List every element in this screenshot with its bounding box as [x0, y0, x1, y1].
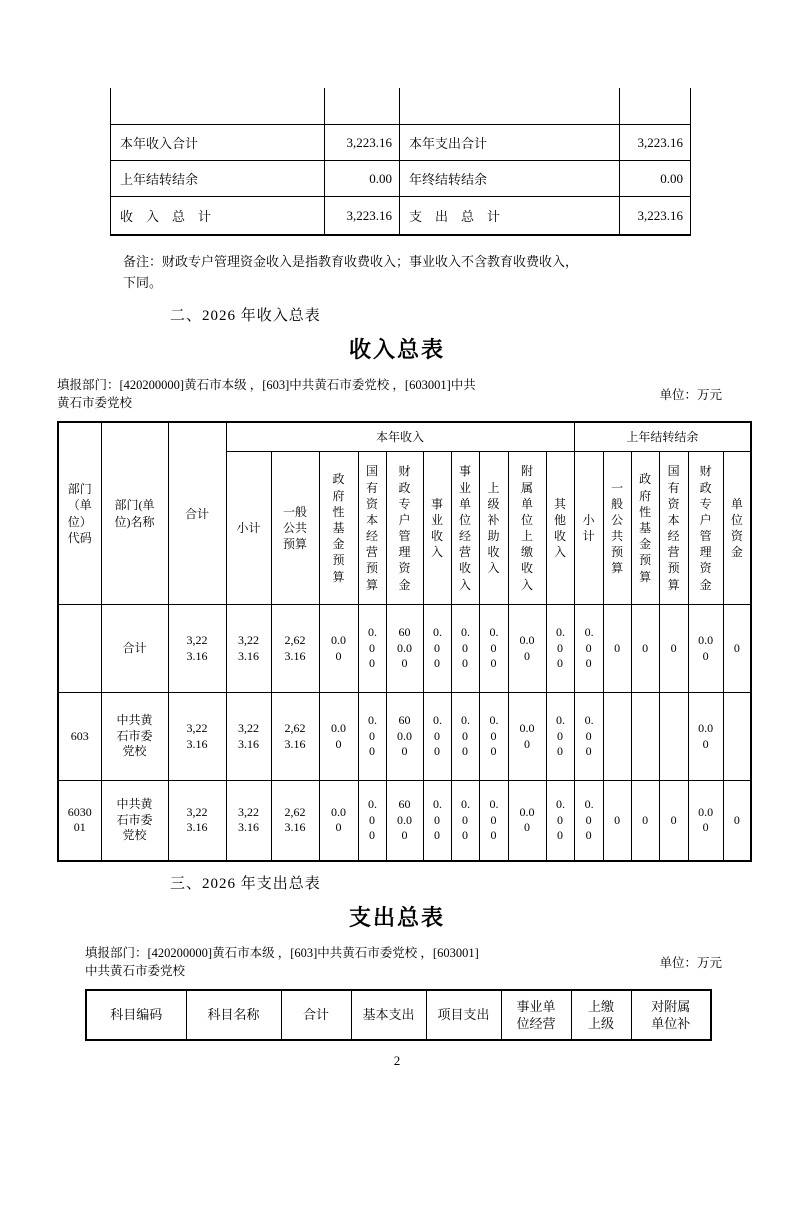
- income-department-line: 填报部门：[420200000]黄石市本级 ，[603]中共黄石市委党校 ，[603001]中共黄石市委党校: [57, 377, 476, 411]
- income-cell: 600.00: [386, 781, 423, 861]
- income-cell: 600.00: [386, 693, 423, 781]
- column-header-subject-name: 科目名称: [186, 990, 281, 1040]
- income-cell: 0.00: [546, 693, 574, 781]
- income-cell: 3,223.16: [168, 693, 226, 781]
- income-header-group-row: [58, 422, 751, 452]
- column-header-carryover-fiscal-special: 财政专户管理资金: [688, 452, 723, 605]
- income-cell: [723, 693, 751, 781]
- income-cell: 0.00: [479, 693, 508, 781]
- income-cell: 0.00: [451, 693, 479, 781]
- income-cell: [58, 605, 101, 693]
- income-cell: 中共黄石市委党校: [101, 693, 168, 781]
- income-row: [58, 693, 751, 781]
- summary-value-cell: 3,223.16: [620, 197, 691, 236]
- income-cell: 0.00: [546, 781, 574, 861]
- column-header-carryover-state-capital: 国有资本经营预算: [659, 452, 688, 605]
- expense-header-row: [86, 990, 711, 1040]
- income-cell: 0: [659, 781, 688, 861]
- income-cell: 0.00: [574, 693, 603, 781]
- column-header-unit-funds: 单位资金: [723, 452, 751, 605]
- income-cell: 0.00: [423, 605, 451, 693]
- income-cell: 0.00: [574, 781, 603, 861]
- summary-label-cell: [111, 88, 325, 125]
- income-cell: 3,223.16: [226, 605, 271, 693]
- income-cell: [603, 693, 631, 781]
- column-header-gov-fund-budget: 政府性基金预算: [319, 452, 358, 605]
- income-cell: 0.00: [574, 605, 603, 693]
- column-header-remit-superior: 上缴上级: [571, 990, 631, 1040]
- column-header-total: 合计: [281, 990, 351, 1040]
- income-cell: 0.00: [423, 781, 451, 861]
- column-header-dept-code: 部门（单位）代码: [58, 422, 101, 605]
- income-table-title: 收入总表: [348, 337, 445, 363]
- column-header-operating-income: 事业单位经营收入: [451, 452, 479, 605]
- group-header-current-year-income: 本年收入: [226, 422, 574, 452]
- income-cell: 0.00: [688, 605, 723, 693]
- expense-meta-row: [85, 944, 722, 982]
- summary-row: [111, 197, 691, 236]
- document-page: [0, 88, 794, 1211]
- expense-table: [85, 989, 712, 1041]
- income-cell: 0: [631, 605, 659, 693]
- summary-row: [111, 88, 691, 125]
- column-header-basic-expense: 基本支出: [351, 990, 426, 1040]
- column-header-subtotal: 小计: [226, 452, 271, 605]
- income-cell: 0.00: [319, 693, 358, 781]
- column-header-unit-operating: 事业单位经营: [501, 990, 571, 1040]
- income-cell: 0.00: [688, 693, 723, 781]
- summary-label-cell: 上年结转结余: [111, 161, 325, 197]
- summary-label-cell: 支 出 总 计: [400, 197, 620, 236]
- summary-label-cell: 年终结转结余: [400, 161, 620, 197]
- income-cell: 0: [723, 605, 751, 693]
- column-header-project-expense: 项目支出: [426, 990, 501, 1040]
- income-cell: [659, 693, 688, 781]
- income-cell: 2,623.16: [271, 693, 319, 781]
- group-header-carryover: 上年结转结余: [574, 422, 751, 452]
- expense-department-line: 填报部门：[420200000]黄石市本级 ，[603]中共黄石市委党校 ，[603001]中共黄石市委党校: [85, 945, 479, 979]
- summary-table: [110, 88, 691, 236]
- income-cell: 0.00: [508, 781, 546, 861]
- income-cell: [631, 693, 659, 781]
- income-cell: 603: [58, 693, 101, 781]
- column-header-total: 合计: [168, 422, 226, 605]
- column-header-other-income: 其他收入: [546, 452, 574, 605]
- column-header-carryover-subtotal: 小计: [574, 452, 603, 605]
- column-header-state-capital-budget: 国有资本经营预算: [358, 452, 386, 605]
- summary-label-cell: 本年收入合计: [111, 125, 325, 161]
- income-cell: 0.00: [358, 693, 386, 781]
- note-text: 备注：财政专户管理资金收入是指教育收费收入；事业收入不含教育收费收入，下同。: [123, 254, 579, 290]
- income-meta-row: [57, 376, 722, 414]
- income-cell: 0.00: [688, 781, 723, 861]
- column-header-general-public-budget: 一般公共预算: [271, 452, 319, 605]
- income-cell: 3,223.16: [226, 693, 271, 781]
- income-table: [57, 421, 752, 862]
- income-cell: 2,623.16: [271, 781, 319, 861]
- income-cell: 0.00: [479, 781, 508, 861]
- page-number: 2: [393, 1053, 401, 1069]
- column-header-carryover-gov-fund: 政府性基金预算: [631, 452, 659, 605]
- income-cell: 3,223.16: [226, 781, 271, 861]
- summary-value-cell: [325, 88, 400, 125]
- income-cell: 0: [631, 781, 659, 861]
- column-header-business-income: 事业收入: [423, 452, 451, 605]
- income-cell: 合计: [101, 605, 168, 693]
- income-cell: 0.00: [546, 605, 574, 693]
- income-cell: 0: [603, 781, 631, 861]
- column-header-affiliate-subsidy: 对附属单位补: [631, 990, 711, 1040]
- income-cell: 0: [723, 781, 751, 861]
- income-cell: 中共黄石市委党校: [101, 781, 168, 861]
- column-header-superior-subsidy: 上级补助收入: [479, 452, 508, 605]
- income-cell: 0.00: [451, 781, 479, 861]
- column-header-dept-name: 部门(单位)名称: [101, 422, 168, 605]
- income-cell: 0.00: [508, 605, 546, 693]
- summary-value-cell: 0.00: [325, 161, 400, 197]
- income-row: [58, 781, 751, 861]
- income-cell: 0.00: [358, 781, 386, 861]
- summary-row: [111, 161, 691, 197]
- income-row: [58, 605, 751, 693]
- summary-value-cell: 3,223.16: [620, 125, 691, 161]
- income-cell: 3,223.16: [168, 605, 226, 693]
- income-cell: 0.00: [319, 781, 358, 861]
- column-header-fiscal-special-account: 财政专户管理资金: [386, 452, 423, 605]
- summary-value-cell: 0.00: [620, 161, 691, 197]
- income-cell: 0: [603, 605, 631, 693]
- income-section-heading: 二、2026 年收入总表: [170, 307, 321, 324]
- summary-value-cell: [620, 88, 691, 125]
- column-header-subject-code: 科目编码: [86, 990, 186, 1040]
- expense-section-heading: 三、2026 年支出总表: [170, 875, 321, 892]
- income-cell: 2,623.16: [271, 605, 319, 693]
- income-cell: 0.00: [451, 605, 479, 693]
- summary-value-cell: 3,223.16: [325, 197, 400, 236]
- summary-label-cell: 收 入 总 计: [111, 197, 325, 236]
- income-cell: 600.00: [386, 605, 423, 693]
- income-cell: 603001: [58, 781, 101, 861]
- column-header-affiliate-remittance: 附属单位上缴收入: [508, 452, 546, 605]
- income-cell: 0.00: [358, 605, 386, 693]
- income-cell: 0.00: [479, 605, 508, 693]
- expense-unit-label: 单位：万元: [659, 956, 722, 971]
- income-cell: 0: [659, 605, 688, 693]
- expense-table-title: 支出总表: [348, 905, 445, 931]
- income-cell: 0.00: [319, 605, 358, 693]
- summary-label-cell: [400, 88, 620, 125]
- summary-value-cell: 3,223.16: [325, 125, 400, 161]
- income-unit-label: 单位：万元: [659, 388, 722, 403]
- income-cell: 0.00: [508, 693, 546, 781]
- column-header-carryover-general-public: 一般公共预算: [603, 452, 631, 605]
- income-cell: 0.00: [423, 693, 451, 781]
- summary-label-cell: 本年支出合计: [400, 125, 620, 161]
- income-cell: 3,223.16: [168, 781, 226, 861]
- summary-row: [111, 125, 691, 161]
